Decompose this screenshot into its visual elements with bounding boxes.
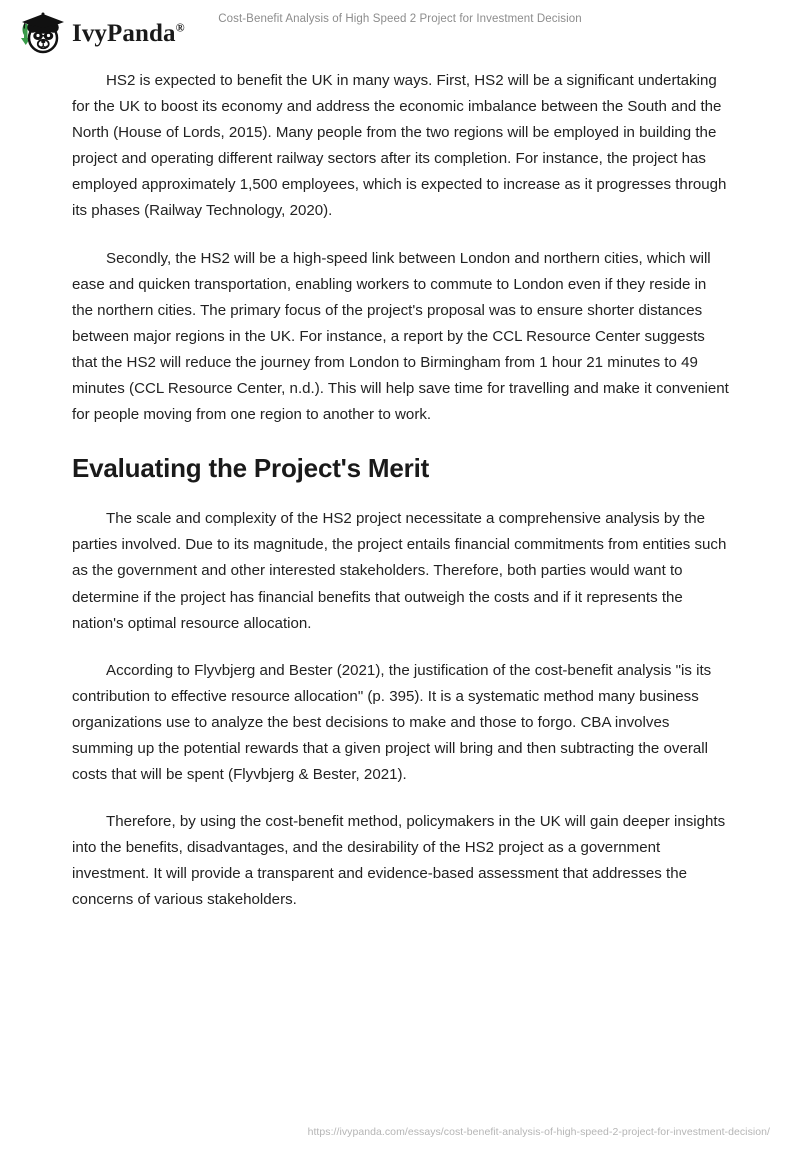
registered-trademark-icon: ®: [175, 20, 185, 35]
paragraph-5: Therefore, by using the cost-benefit method, policymakers in the UK will gain deeper insights into the benefits, disadvantages, and the desirability of the HS2 project as a government investment. It will provide a transparent and evidence-based assessment that addresses the concerns of various stakeholders.: [72, 813, 726, 909]
page-footer: [0, 1120, 800, 1160]
document-title: Cost-Benefit Analysis of High Speed 2 Project for Investment Decision: [218, 13, 582, 25]
paragraph-4: According to Flyvbjerg and Bester (2021), the justification of the cost-benefit analysis "is its contribution to effective resource allocation" (p. 395). It is a systematic method many business organizations use to analyze the best decisions to make and those to forgo. CBA involves summing up the potential rewards that a given project will bring and then subtracting the overall costs that will be spent (Flyvbjerg & Bester, 2021).: [72, 661, 712, 784]
paragraph-2: Secondly, the HS2 will be a high-speed link between London and northern cities, which will ease and quicken transportation, enabling workers to commute to London even if they reside in the northern cities. The primary focus of the project's proposal was to ensure shorter distances between major regions in the UK. For instance, a report by the CCL Resource Center suggests that the HS2 will reduce the journey from London to Birmingham from 1 hour 21 minutes to 49 minutes (CCL Resource Center, n.d.). This will help save time for travelling and make it convenient for people moving from one region to another to work.: [72, 249, 729, 424]
section-heading-evaluating-the-projects-merit: Evaluating the Project's Merit: [72, 453, 430, 484]
page-header: [0, 0, 800, 62]
paragraph-1: HS2 is expected to benefit the UK in many ways. First, HS2 will be a significant undertaking for the UK to boost its economy and address the economic imbalance between the South and the North (House of Lords, 2015). Many people from the two regions will be employed in building the project and operating different railway sectors after its completion. For instance, the project has employed approximately 1,500 employees, which is expected to increase as it progresses through its phases (Railway Technology, 2020).: [72, 72, 727, 220]
source-url-link[interactable]: https://ivypanda.com/essays/cost-benefit-analysis-of-high-speed-2-project-for-investment-decision/: [307, 1126, 770, 1138]
paragraph-3: The scale and complexity of the HS2 project necessitate a comprehensive analysis by the parties involved. Due to its magnitude, the project entails financial commitments from entities such as the government and other interested stakeholders. Therefore, both parties would want to determine if the project has financial benefits that outweigh the costs and if it represents the nation's optimal resource allocation.: [72, 510, 727, 632]
brand-name-text: IvyPanda: [72, 19, 176, 47]
document-content: [72, 68, 730, 935]
